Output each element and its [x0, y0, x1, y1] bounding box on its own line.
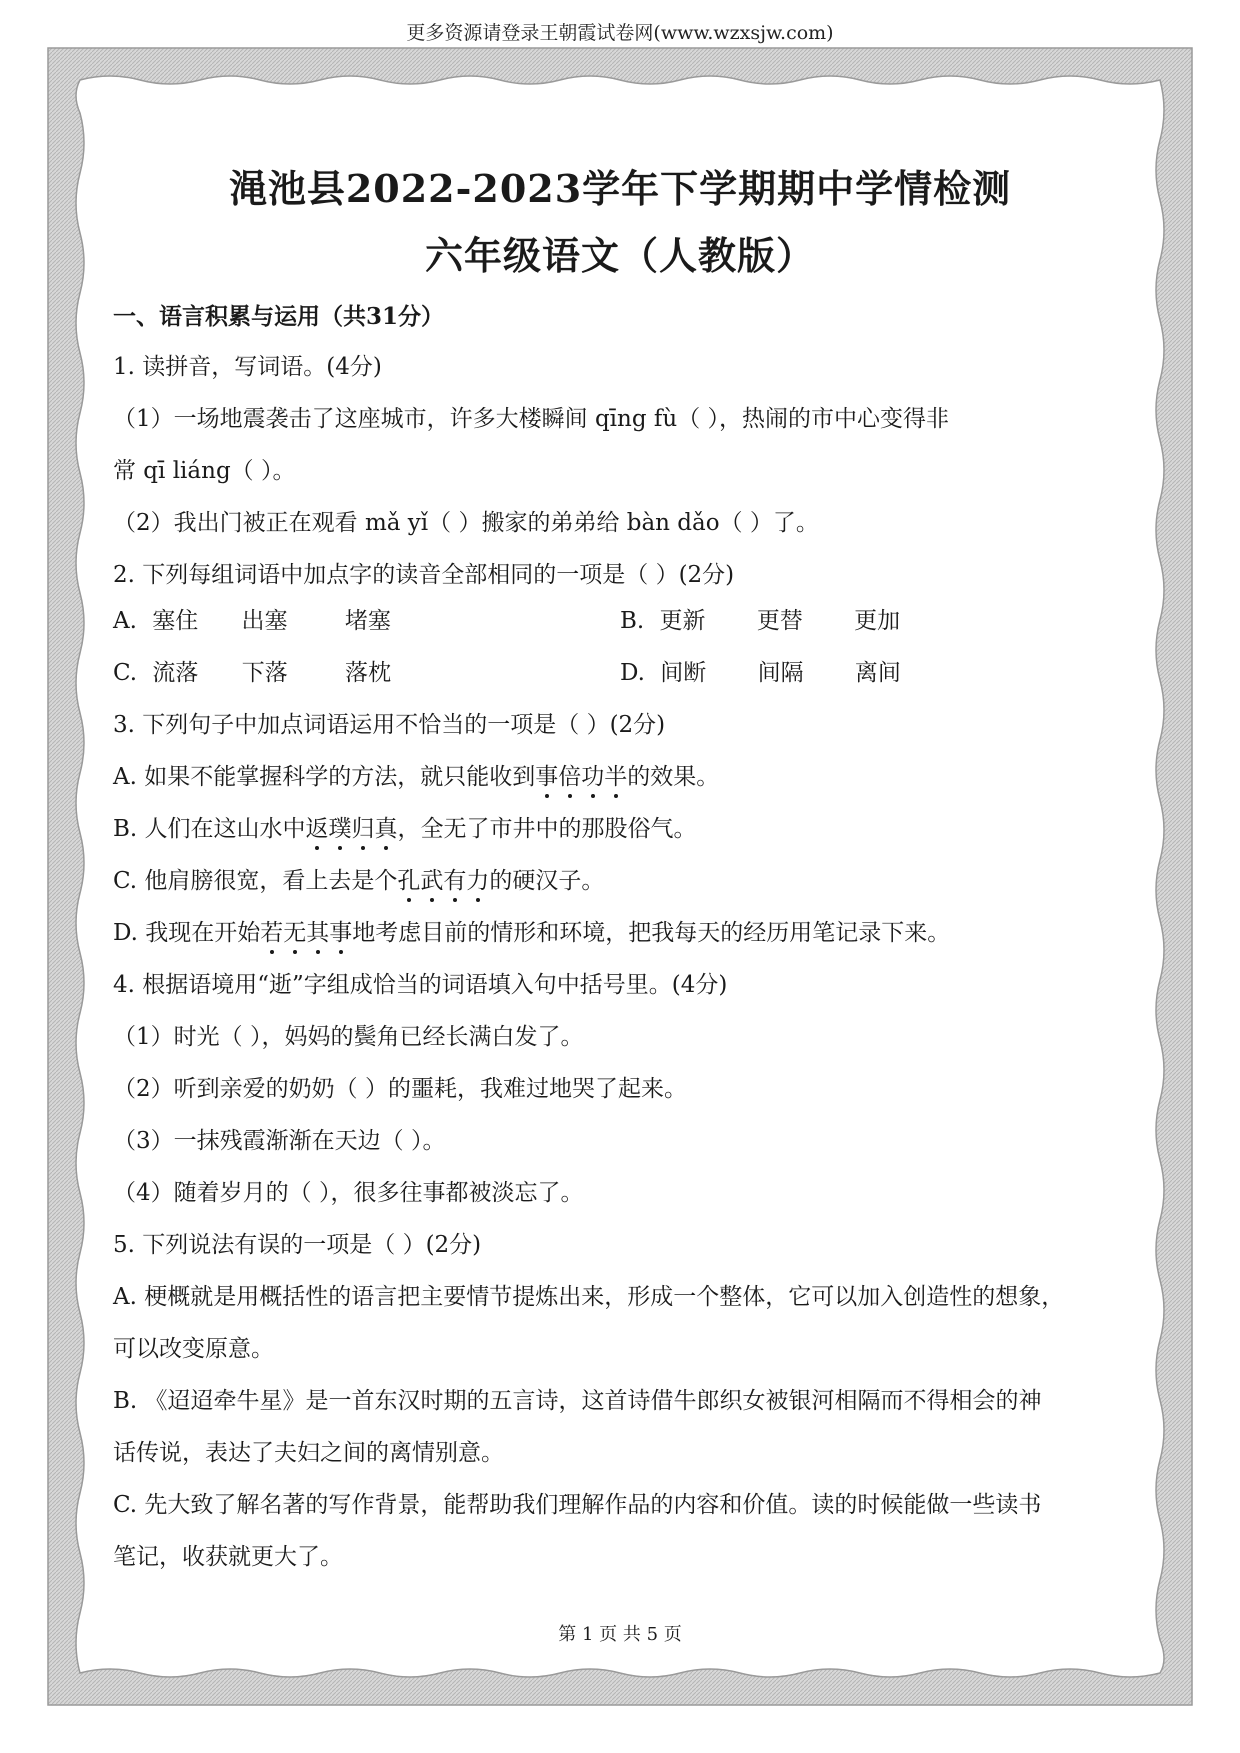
q2-b-word: 更替 — [756, 608, 803, 634]
q3-d-text: D. 我现在开始 — [113, 920, 261, 946]
q3-d-text: 地考虑目前的情形和环境，把我每天的经历用笔记录下来。 — [352, 920, 951, 946]
q2-option-b — [620, 602, 900, 635]
q2-stem: 2. 下列每组词语中加点字的读音全部相同的一项是（ ）(2分) — [113, 562, 735, 588]
q1-sub2: （2）我出门被正在观看 mǎ yǐ（ ）搬家的弟弟给 bàn dǎo（ ）了。 — [113, 510, 819, 536]
q1-sub1-line2: 常 qī liáng（ ）。 — [113, 458, 296, 484]
emphasis-char: 真 — [374, 816, 398, 842]
q2-c-word: 落枕 — [345, 660, 392, 686]
q2-d-word: 离间 — [854, 660, 901, 686]
q4-sub1: （1）时光（ ），妈妈的鬓角已经长满白发了。 — [113, 1024, 584, 1050]
emphasis-char: 有 — [443, 868, 467, 894]
q3-d-dotted-phrase — [260, 920, 352, 946]
emphasis-char: 无 — [283, 920, 307, 946]
q3-c-dotted-phrase — [397, 868, 489, 894]
q3-a-dotted-phrase — [535, 764, 627, 790]
q2-d-word: 间隔 — [757, 660, 804, 686]
emphasis-char: 功 — [581, 764, 605, 790]
site-header: 更多资源请登录王朝霞试卷网(www.wzxsjw.com) — [406, 22, 834, 44]
q2-a-label: A. — [113, 608, 137, 634]
q2-a-word: 堵塞 — [344, 608, 391, 634]
q2-b-label: B. — [620, 608, 645, 634]
emphasis-char: 归 — [351, 816, 375, 842]
section-heading: 一、语言积累与运用（共31分） — [113, 303, 445, 330]
q3-option-c — [113, 862, 604, 895]
q3-option-b — [113, 810, 697, 843]
q3-a-text: A. 如果不能掌握科学的方法，就只能收到 — [113, 764, 536, 790]
q2-c-word: 下落 — [241, 660, 288, 686]
q2-option-d — [620, 654, 901, 687]
emphasis-char: 倍 — [558, 764, 582, 790]
q3-c-text: 的硬汉子。 — [489, 868, 605, 894]
emphasis-char: 力 — [466, 868, 490, 894]
exam-title: 渑池县2022-2023学年下学期期中学情检测 — [228, 166, 1012, 211]
q4-sub3: （3）一抹残霞渐渐在天边（ ）。 — [113, 1128, 446, 1154]
q3-a-text: 的效果。 — [627, 764, 720, 790]
q2-d-label: D. — [620, 660, 645, 686]
q5-option-c-line1: C. 先大致了解名著的写作背景，能帮助我们理解作品的内容和价值。读的时候能做一些读书 — [113, 1492, 1042, 1518]
emphasis-char: 返 — [305, 816, 329, 842]
q3-option-a — [113, 758, 719, 791]
q2-a-word: 塞住 — [152, 608, 199, 634]
q1-sub1-line1: （1）一场地震袭击了这座城市，许多大楼瞬间 qīng fù（ ），热闹的市中心变得非 — [113, 406, 950, 432]
q1-stem: 1. 读拼音，写词语。(4分) — [113, 354, 382, 380]
q3-b-text: ，全无了市井中的那股俗气。 — [397, 816, 697, 842]
q2-b-word: 更加 — [854, 608, 901, 634]
q2-c-word: 流落 — [152, 660, 199, 686]
q3-b-dotted-phrase — [306, 816, 398, 842]
q5-option-b-line1: B. 《迢迢牵牛星》是一首东汉时期的五言诗，这首诗借牛郎织女被银河相隔而不得相会的神 — [113, 1388, 1042, 1414]
q4-sub2: （2）听到亲爱的奶奶（ ）的噩耗，我难过地哭了起来。 — [113, 1076, 687, 1102]
q3-option-d — [113, 914, 950, 947]
q5-option-b-line2: 话传说，表达了夫妇之间的离情别意。 — [113, 1440, 504, 1466]
emphasis-char: 其 — [306, 920, 330, 946]
q5-option-a-line2: 可以改变原意。 — [113, 1336, 274, 1362]
emphasis-char: 璞 — [328, 816, 352, 842]
q4-stem: 4. 根据语境用“逝”字组成恰当的词语填入句中括号里。(4分) — [113, 972, 728, 998]
q5-option-a-line1: A. 梗概就是用概括性的语言把主要情节提炼出来，形成一个整体，它可以加入创造性的想象， — [113, 1284, 1065, 1310]
q5-stem: 5. 下列说法有误的一项是（ ）(2分) — [113, 1232, 482, 1258]
q2-c-label: C. — [113, 660, 138, 686]
q3-b-text: B. 人们在这山水中 — [113, 816, 306, 842]
emphasis-char: 半 — [604, 764, 628, 790]
emphasis-char: 若 — [260, 920, 284, 946]
page-number: 第 1 页 共 5 页 — [558, 1624, 682, 1645]
q2-option-a — [113, 602, 391, 635]
q2-d-word: 间断 — [660, 660, 707, 686]
q2-b-word: 更新 — [659, 608, 706, 634]
exam-subtitle: 六年级语文（人教版） — [424, 233, 815, 278]
q2-option-c — [113, 654, 391, 687]
q5-option-c-line2: 笔记，收获就更大了。 — [113, 1544, 343, 1570]
q3-c-text: C. 他肩膀很宽，看上去是个 — [113, 868, 398, 894]
q4-sub4: （4）随着岁月的（ ），很多往事都被淡忘了。 — [113, 1180, 584, 1206]
emphasis-char: 事 — [329, 920, 353, 946]
emphasis-char: 事 — [535, 764, 559, 790]
q2-a-word: 出塞 — [241, 608, 288, 634]
q3-stem: 3. 下列句子中加点词语运用不恰当的一项是（ ）(2分) — [113, 712, 666, 738]
emphasis-char: 孔 — [397, 868, 421, 894]
emphasis-char: 武 — [420, 868, 444, 894]
